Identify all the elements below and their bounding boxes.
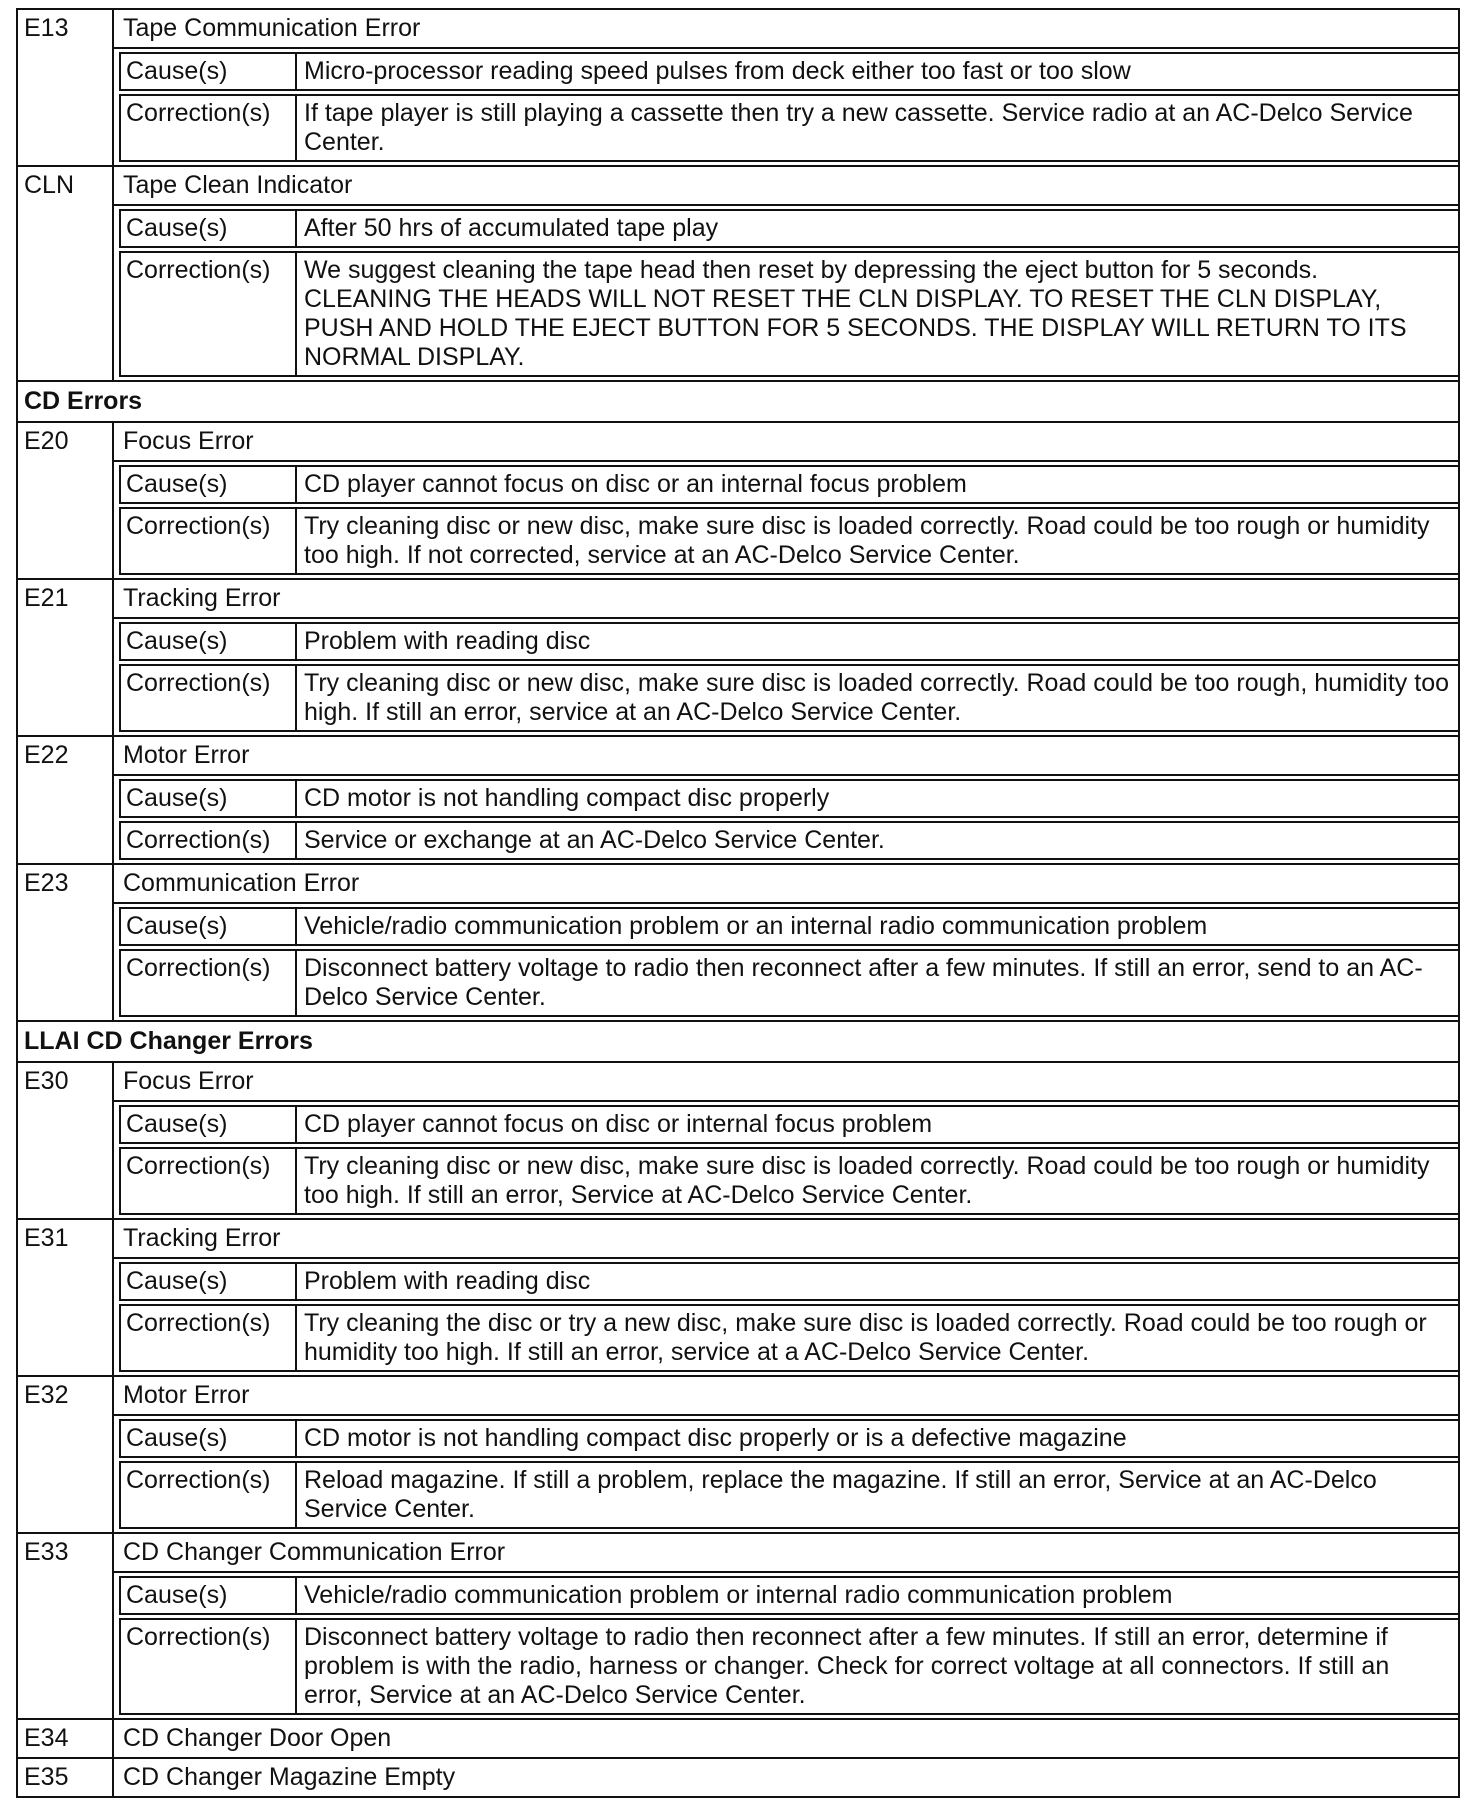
correction-label: Correction(s) bbox=[121, 96, 297, 160]
correction-row bbox=[119, 1618, 1458, 1715]
cause-label: Cause(s) bbox=[121, 909, 297, 944]
correction-label: Correction(s) bbox=[121, 1620, 297, 1713]
error-code: E33 bbox=[18, 1534, 114, 1718]
error-entry-e23 bbox=[18, 865, 1458, 1022]
error-code: E30 bbox=[18, 1063, 114, 1218]
error-title: Communication Error bbox=[114, 865, 1458, 904]
cause-text: After 50 hrs of accumulated tape play bbox=[304, 214, 719, 242]
error-title: CD Changer Magazine Empty bbox=[123, 1763, 456, 1791]
error-title: Focus Error bbox=[114, 1063, 1458, 1102]
cause-row bbox=[119, 1105, 1458, 1144]
correction-label: Correction(s) bbox=[121, 1463, 297, 1527]
error-title: CD Changer Door Open bbox=[123, 1724, 392, 1752]
correction-row bbox=[119, 251, 1458, 377]
error-code: CLN bbox=[18, 167, 114, 380]
cause-row bbox=[119, 209, 1458, 248]
correction-label: Correction(s) bbox=[121, 253, 297, 375]
cause-row bbox=[119, 1576, 1458, 1615]
error-title: Tape Communication Error bbox=[114, 10, 1458, 49]
cause-row bbox=[119, 1262, 1458, 1301]
correction-row bbox=[119, 664, 1458, 732]
cause-text: Vehicle/radio communication problem or internal radio communication problem bbox=[304, 1581, 1173, 1609]
correction-text: Try cleaning disc or new disc, make sure disc is loaded correctly. Road could be too rough, humidity too high. If still an error, service at an AC-Delco Service Center. bbox=[304, 669, 1449, 726]
error-code: E34 bbox=[18, 1720, 114, 1757]
correction-label: Correction(s) bbox=[121, 666, 297, 730]
error-code: E32 bbox=[18, 1377, 114, 1532]
cause-label: Cause(s) bbox=[121, 1264, 297, 1299]
correction-row bbox=[119, 507, 1458, 575]
correction-label: Correction(s) bbox=[121, 1149, 297, 1213]
cause-label: Cause(s) bbox=[121, 1421, 297, 1456]
cause-text: CD motor is not handling compact disc properly bbox=[304, 784, 830, 812]
error-title: Tape Clean Indicator bbox=[114, 167, 1458, 206]
error-title: Tracking Error bbox=[114, 580, 1458, 619]
error-entry-e35 bbox=[18, 1759, 1458, 1796]
error-entry-e22 bbox=[18, 737, 1458, 865]
correction-row bbox=[119, 94, 1458, 162]
cause-text: Problem with reading disc bbox=[304, 627, 591, 655]
cause-label: Cause(s) bbox=[121, 781, 297, 816]
correction-text: Reload magazine. If still a problem, replace the magazine. If still an error, Service at an AC-Delco Service Center. bbox=[304, 1466, 1377, 1523]
error-entry-e34 bbox=[18, 1720, 1458, 1759]
error-code: E21 bbox=[18, 580, 114, 735]
correction-text: Try cleaning disc or new disc, make sure disc is loaded correctly. Road could be too rough or humidity too high. If still an error, Service at AC-Delco Service Center. bbox=[304, 1152, 1430, 1209]
cause-row bbox=[119, 52, 1458, 91]
cause-text: CD motor is not handling compact disc properly or is a defective magazine bbox=[304, 1424, 1127, 1452]
correction-label: Correction(s) bbox=[121, 823, 297, 858]
correction-text: Disconnect battery voltage to radio then reconnect after a few minutes. If still an error, determine if problem is with the radio, harness or changer. Check for correct voltage at all connectors. If still an error, Service at an AC-Delco Service Center. bbox=[304, 1623, 1390, 1709]
cause-row bbox=[119, 1419, 1458, 1458]
cause-label: Cause(s) bbox=[121, 54, 297, 89]
correction-text: Service or exchange at an AC-Delco Service Center. bbox=[304, 826, 885, 854]
cause-text: Problem with reading disc bbox=[304, 1267, 591, 1295]
error-entry-e30 bbox=[18, 1063, 1458, 1220]
correction-label: Correction(s) bbox=[121, 1306, 297, 1370]
correction-text: Disconnect battery voltage to radio then reconnect after a few minutes. If still an error, send to an AC-Delco Service Center. bbox=[304, 954, 1423, 1011]
error-entry-e31 bbox=[18, 1220, 1458, 1377]
error-title: Motor Error bbox=[114, 1377, 1458, 1416]
cause-text: Vehicle/radio communication problem or an internal radio communication problem bbox=[304, 912, 1208, 940]
error-code-table bbox=[16, 8, 1460, 1798]
error-code: E35 bbox=[18, 1759, 114, 1796]
cause-row bbox=[119, 622, 1458, 661]
correction-text: We suggest cleaning the tape head then reset by depressing the eject button for 5 seconds. CLEANING THE HEADS WILL NOT RESET THE CLN DISPLAY. TO RESET THE CLN DISPLAY, PUSH AND HOLD THE EJECT BUTTON FOR 5 SECONDS. THE DISPLAY WILL RETURN TO ITS NORMAL DISPLAY. bbox=[304, 256, 1407, 371]
error-title: CD Changer Communication Error bbox=[114, 1534, 1458, 1573]
cause-label: Cause(s) bbox=[121, 1107, 297, 1142]
error-code: E13 bbox=[18, 10, 114, 165]
error-entry-cln bbox=[18, 167, 1458, 382]
error-title: Motor Error bbox=[114, 737, 1458, 776]
error-entry-e33 bbox=[18, 1534, 1458, 1720]
error-entry-e20 bbox=[18, 423, 1458, 580]
correction-row bbox=[119, 821, 1458, 860]
error-code: E31 bbox=[18, 1220, 114, 1375]
correction-row bbox=[119, 1304, 1458, 1372]
correction-row bbox=[119, 1461, 1458, 1529]
cause-row bbox=[119, 907, 1458, 946]
correction-text: Try cleaning the disc or try a new disc, make sure disc is loaded correctly. Road could be too rough or humidity too high. If still an error, service at a AC-Delco Service Center. bbox=[304, 1309, 1427, 1366]
cause-text: CD player cannot focus on disc or an internal focus problem bbox=[304, 470, 967, 498]
error-title: Focus Error bbox=[114, 423, 1458, 462]
cause-label: Cause(s) bbox=[121, 624, 297, 659]
error-code: E20 bbox=[18, 423, 114, 578]
correction-text: Try cleaning disc or new disc, make sure disc is loaded correctly. Road could be too rough or humidity too high. If not corrected, service at an AC-Delco Service Center. bbox=[304, 512, 1430, 569]
error-code: E22 bbox=[18, 737, 114, 863]
error-entry-e13 bbox=[18, 10, 1458, 167]
error-entry-e32 bbox=[18, 1377, 1458, 1534]
cause-label: Cause(s) bbox=[121, 211, 297, 246]
cause-text: Micro-processor reading speed pulses from deck either too fast or too slow bbox=[304, 57, 1131, 85]
cause-row bbox=[119, 779, 1458, 818]
error-title: Tracking Error bbox=[114, 1220, 1458, 1259]
section-heading-cd-errors: CD Errors bbox=[18, 382, 1458, 423]
cause-label: Cause(s) bbox=[121, 467, 297, 502]
correction-row bbox=[119, 949, 1458, 1017]
section-heading-llai-cd-changer-errors: LLAI CD Changer Errors bbox=[18, 1022, 1458, 1063]
cause-text: CD player cannot focus on disc or internal focus problem bbox=[304, 1110, 933, 1138]
correction-row bbox=[119, 1147, 1458, 1215]
error-code: E23 bbox=[18, 865, 114, 1020]
correction-label: Correction(s) bbox=[121, 509, 297, 573]
correction-text: If tape player is still playing a cassette then try a new cassette. Service radio at an AC-Delco Service Center. bbox=[304, 99, 1413, 156]
cause-label: Cause(s) bbox=[121, 1578, 297, 1613]
error-entry-e21 bbox=[18, 580, 1458, 737]
cause-row bbox=[119, 465, 1458, 504]
correction-label: Correction(s) bbox=[121, 951, 297, 1015]
